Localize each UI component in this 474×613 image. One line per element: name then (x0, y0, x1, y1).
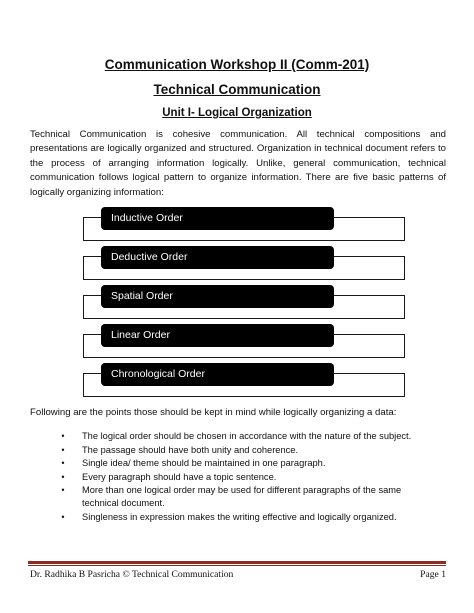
bullet-icon: • (61, 511, 65, 522)
list-item-text: The passage should have both unity and coherence. (82, 444, 299, 455)
order-label: Chronological Order (101, 363, 334, 386)
order-label: Inductive Order (101, 207, 334, 230)
order-item-chronological (83, 363, 423, 402)
footer-credit: Dr. Radhika B Pasricha © Technical Communication (30, 569, 234, 580)
course-title: Communication Workshop II (Comm-201) (104, 57, 370, 72)
bullet-icon: • (61, 458, 65, 469)
footer-divider-thin (28, 565, 446, 566)
guideline-list (58, 430, 428, 525)
list-item-text: More than one logical order may be used for different paragraphs of the same technical document. (82, 485, 402, 509)
order-label: Spatial Order (101, 285, 334, 308)
order-item-linear (83, 324, 423, 363)
list-item-text: Every paragraph should have a topic sentence. (82, 471, 277, 482)
list-item (58, 511, 428, 524)
order-item-spatial (83, 285, 423, 324)
list-item (58, 430, 428, 443)
subject-title: Technical Communication (153, 82, 321, 97)
order-label: Linear Order (101, 324, 334, 347)
list-item-text: Singleness in expression makes the writing effective and logically organized. (82, 511, 397, 522)
order-item-deductive (83, 246, 423, 285)
page-number: Page 1 (420, 569, 446, 580)
list-item (58, 444, 428, 457)
order-item-inductive (83, 207, 423, 246)
list-item-text: Single idea/ theme should be maintained in one paragraph. (82, 458, 326, 469)
list-item-text: The logical order should be chosen in accordance with the nature of the subject. (82, 431, 412, 441)
list-item (58, 457, 428, 470)
list-item (58, 484, 428, 510)
unit-title: Unit I- Logical Organization (162, 107, 312, 119)
footer-divider (28, 561, 446, 564)
order-label: Deductive Order (101, 246, 334, 269)
logical-order-list (83, 207, 423, 402)
bullet-icon: • (61, 471, 65, 482)
bullet-icon: • (61, 444, 65, 455)
intro-paragraph: Technical Communication is cohesive communication. All technical compositions and presentations are logically organized and structured. Organization in technical document refers to the process of arranging information logically. Unlike, general communication, technical communication follows logical pattern to organize information. There are five basic patterns of logically organizing information: (30, 129, 446, 198)
bullet-icon: • (61, 431, 65, 441)
bullet-icon: • (61, 485, 65, 496)
points-intro: Following are the points those should be kept in mind while logically organizing a data: (30, 407, 397, 418)
list-item (58, 471, 428, 484)
